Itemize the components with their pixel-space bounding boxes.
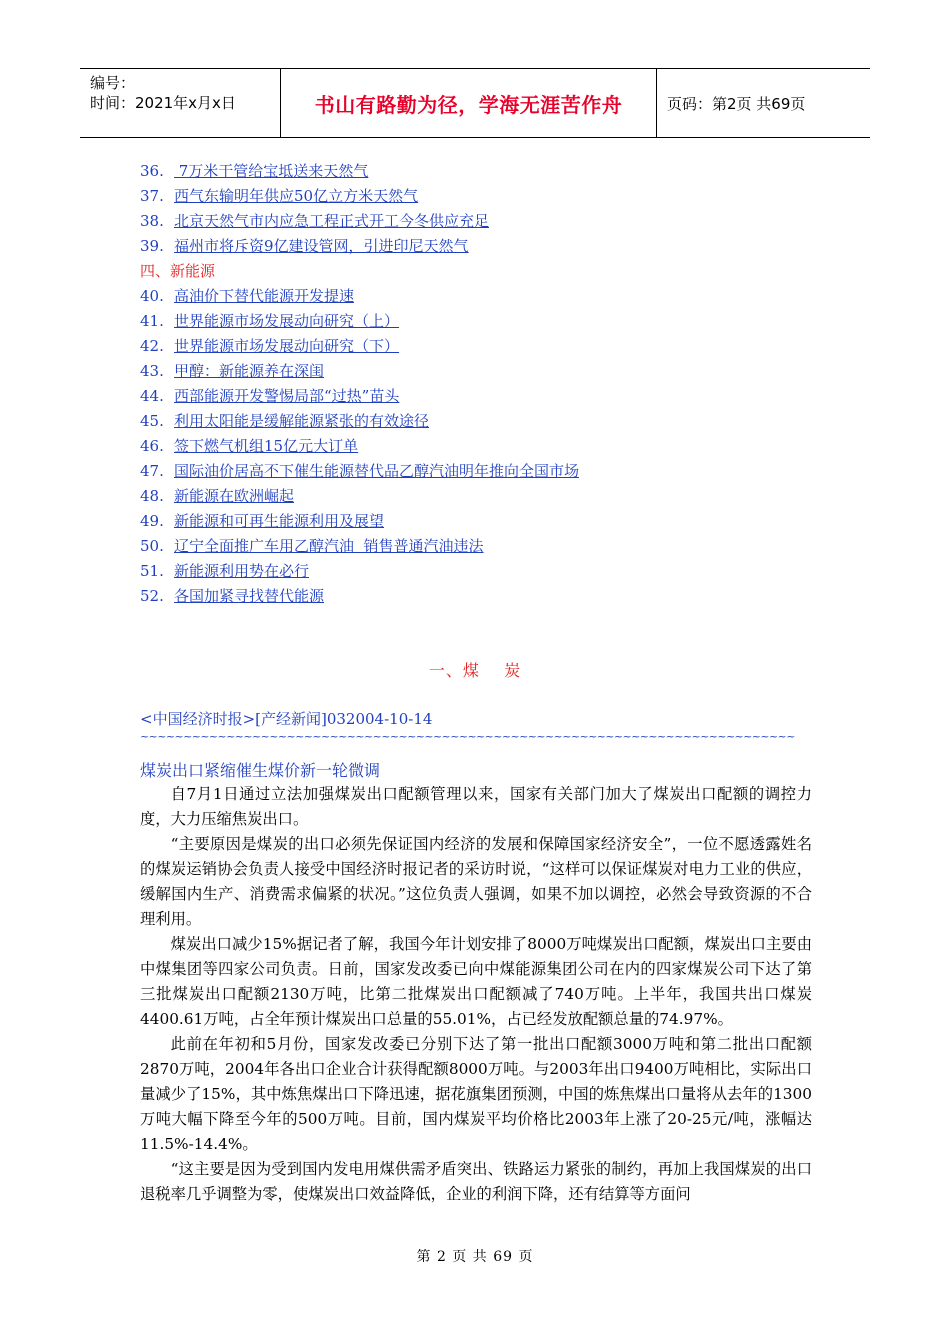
toc-number: 49. [140,512,164,530]
number-label: 编号： [90,74,136,92]
toc-link[interactable]: 新能源利用势在必行 [174,562,310,580]
toc-number: 46. [140,437,164,455]
date-label: 时间：2021年x月x日 [90,94,236,112]
table-of-contents [140,159,820,609]
toc-section-label: 四、新能源 [140,262,216,280]
toc-item[interactable] [140,384,820,409]
toc-number: 45. [140,412,164,430]
toc-number: 51. [140,562,164,580]
toc-link[interactable]: 甲醇：新能源养在深闺 [174,362,325,380]
toc-link[interactable]: 西部能源开发警惕局部“过热”苗头 [174,387,400,405]
toc-link[interactable]: 高油价下替代能源开发提速 [174,287,355,305]
toc-number: 52. [140,587,164,605]
toc-number: 37. [140,187,164,205]
toc-number: 40. [140,287,164,305]
toc-item[interactable] [140,209,820,234]
toc-number: 39. [140,237,164,255]
toc-item[interactable] [140,484,820,509]
toc-link[interactable]: 西气东输明年供应50亿立方米天然气 [174,187,419,205]
toc-link[interactable]: 世界能源市场发展动向研究（上） [174,312,400,330]
toc-item[interactable] [140,234,820,259]
toc-number: 36. [140,162,164,180]
toc-item[interactable] [140,184,820,209]
header-info [80,69,281,137]
toc-link[interactable]: 签下燃气机组15亿元大订单 [174,437,359,455]
header-table [80,68,870,138]
toc-item[interactable] [140,459,820,484]
paragraph: 此前在年初和5月份，国家发改委已分别下达了第一批出口配额3000万吨和第二批出口配额2870万吨，2004年各出口企业合计获得配额8000万吨。与2003年出口9400万吨相比，实际出口量减少了15%，其中炼焦煤出口下降迅速，据花旗集团预测，中国的炼焦煤出口量将从去年的1300万吨大幅下降至今年的500万吨。目前，国内煤炭平均价格比2003年上涨了20-25元/吨，涨幅达11.5%-14.4%。 [140,1035,812,1153]
paragraph: “主要原因是煤炭的出口必须先保证国内经济的发展和保障国家经济安全”，一位不愿透露姓名的煤炭运销协会负责人接受中国经济时报记者的采访时说，“这样可以保证煤炭对电力工业的供应，缓解国内生产、消费需求偏紧的状况。”这位负责人强调，如果不加以调控，必然会导致资源的不合理利用。 [140,835,812,928]
toc-link[interactable]: 利用太阳能是缓解能源紧张的有效途径 [174,412,430,430]
toc-item[interactable] [140,359,820,384]
toc-item[interactable] [140,284,820,309]
page-label: 页码：第2页 共69页 [667,94,806,113]
toc-number: 38. [140,212,164,230]
source-line: <中国经济时报>[产经新闻]032004-10-14 [140,710,433,728]
toc-link[interactable]: 福州市将斥资9亿建设管网，引进印尼天然气 [174,237,469,255]
toc-number: 47. [140,462,164,480]
toc-link[interactable]: 国际油价居高不下催生能源替代品乙醇汽油明年推向全国市场 [174,462,580,480]
motto: 书山有路勤为径，学海无涯苦作舟 [281,69,657,137]
toc-item[interactable] [140,309,820,334]
toc-item[interactable] [140,584,820,609]
toc-link[interactable]: 7万米干管给宝坻送来天然气 [174,162,369,180]
toc-link[interactable]: 新能源和可再生能源利用及展望 [174,512,385,530]
toc-section-heading [140,259,820,284]
toc-link[interactable]: 北京天然气市内应急工程正式开工今冬供应充足 [174,212,490,230]
toc-number: 48. [140,487,164,505]
toc-number: 50. [140,537,164,555]
toc-item[interactable] [140,334,820,359]
toc-link[interactable]: 各国加紧寻找替代能源 [174,587,325,605]
paragraph: 自7月1日通过立法加强煤炭出口配额管理以来，国家有关部门加大了煤炭出口配额的调控力度，大力压缩焦炭出口。 [140,785,812,828]
toc-item[interactable] [140,534,820,559]
toc-number: 42. [140,337,164,355]
article-title: 煤炭出口紧缩催生煤价新一轮微调 [140,761,381,780]
separator-line: ~~~~~~~~~~~~~~~~~~~~~~~~~~~~~~~~~~~~~~~~~~~~~~~~~~~~~~~~~~~~~~~~~~~~~~~~~~~~ [140,730,795,743]
toc-link[interactable]: 世界能源市场发展动向研究（下） [174,337,400,355]
paragraph: “这主要是因为受到国内发电用煤供需矛盾突出、铁路运力紧张的制约，再加上我国煤炭的出口退税率几乎调整为零，使煤炭出口效益降低，企业的利润下降，还有结算等方面问 [140,1160,812,1203]
toc-item[interactable] [140,509,820,534]
toc-item[interactable] [140,409,820,434]
section-title: 一、煤 炭 [428,661,522,680]
toc-number: 41. [140,312,164,330]
toc-link[interactable]: 新能源在欧洲崛起 [174,487,295,505]
page-footer: 第 2 页 共 69 页 [416,1249,534,1265]
toc-item[interactable] [140,159,820,184]
toc-number: 44. [140,387,164,405]
paragraph: 煤炭出口减少15%据记者了解，我国今年计划安排了8000万吨煤炭出口配额，煤炭出口主要由中煤集团等四家公司负责。日前，国家发改委已向中煤能源集团公司在内的四家煤炭公司下达了第三批煤炭出口配额2130万吨，比第二批煤炭出口配额减了740万吨。上半年，我国共出口煤炭4400.61万吨，占全年预计煤炭出口总量的55.01%，占已经发放配额总量的74.97%。 [140,935,812,1028]
toc-number: 43. [140,362,164,380]
toc-item[interactable] [140,434,820,459]
article-body [140,782,812,1207]
toc-link[interactable]: 辽宁全面推广车用乙醇汽油 销售普通汽油违法 [174,537,484,555]
toc-item[interactable] [140,559,820,584]
